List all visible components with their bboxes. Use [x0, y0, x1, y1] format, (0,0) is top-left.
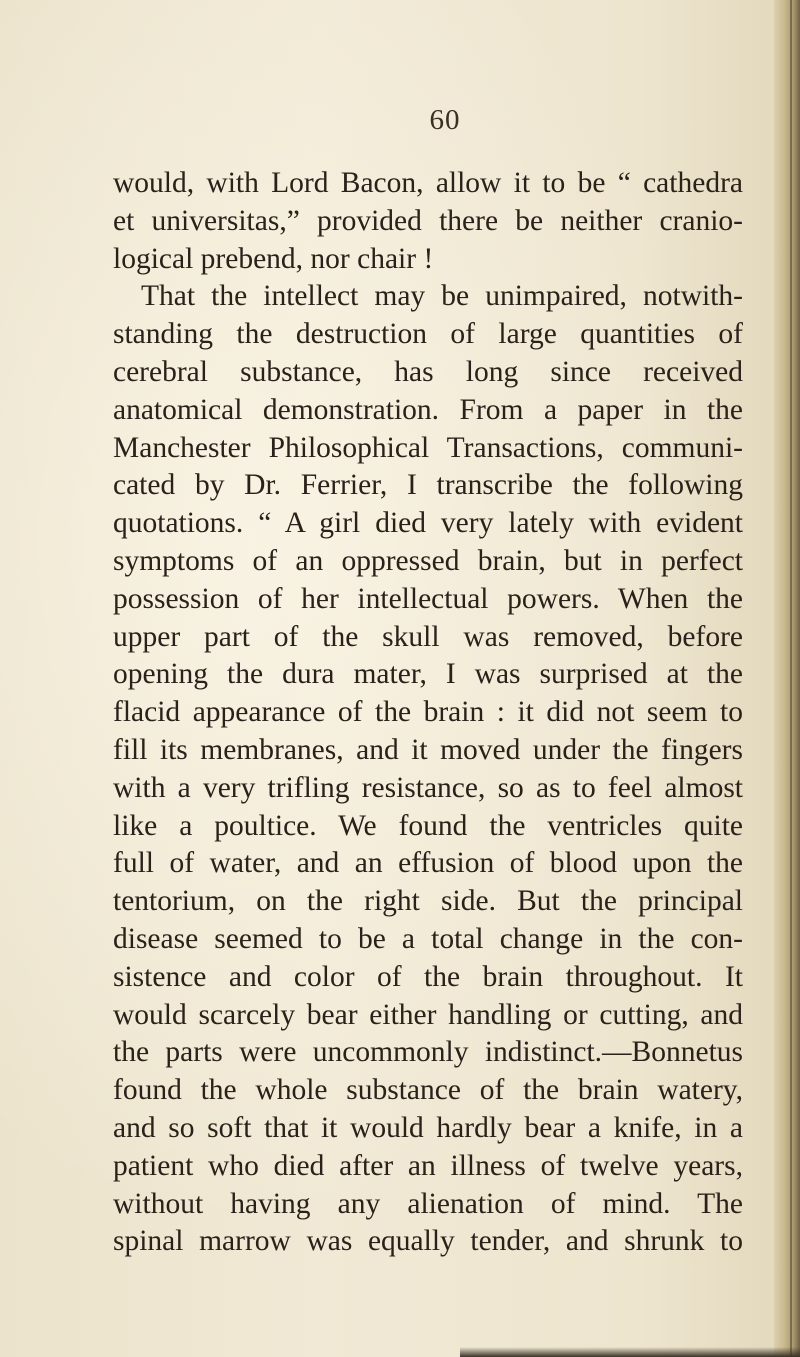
bottom-shadow: [460, 1347, 800, 1357]
text-line: like a poultice. We found the ventricles quite: [113, 809, 743, 842]
text-line: would, with Lord Bacon, allow it to be “ cathedra: [113, 167, 743, 199]
text-line: disease seemed to be a total change in the con-: [113, 922, 743, 955]
text-line: quotations. “ A girl died very lately with evident: [113, 507, 743, 540]
text-line: the parts were uncommonly indistinct.—Bonnetus: [113, 1036, 743, 1069]
text-line: symptoms of an oppressed brain, but in perfect: [113, 544, 743, 577]
body-text: [113, 165, 743, 1261]
text-line: et universitas,” provided there be neither cranio-: [113, 204, 743, 237]
text-line: upper part of the skull was removed, before: [113, 620, 743, 653]
text-line: opening the dura mater, I was surprised at the: [113, 658, 743, 691]
text-line: spinal marrow was equally tender, and shrunk to: [113, 1225, 743, 1258]
binding-line: [790, 0, 792, 1357]
text-line: That the intellect may be unimpaired, notwith-: [141, 280, 743, 313]
text-line: with a very trifling resistance, so as to feel almost: [113, 771, 743, 804]
text-line: tentorium, on the right side. But the principal: [113, 885, 743, 918]
text-line: found the whole substance of the brain watery,: [113, 1074, 743, 1107]
text-line: logical prebend, nor chair !: [113, 242, 434, 275]
text-line: standing the destruction of large quantities of: [113, 318, 743, 351]
text-line: cerebral substance, has long since received: [113, 355, 743, 388]
text-line: patient who died after an illness of twelve years,: [113, 1149, 743, 1182]
page-number: 60: [429, 104, 461, 136]
text-line: would scarcely bear either handling or cutting, and: [113, 998, 743, 1031]
text-line: sistence and color of the brain throughout. It: [113, 960, 743, 993]
text-line: flacid appearance of the brain : it did not seem to: [113, 696, 743, 729]
text-line: cated by Dr. Ferrier, I transcribe the following: [113, 469, 743, 502]
text-line: possession of her intellectual powers. When the: [113, 582, 743, 615]
text-line: Manchester Philosophical Transactions, communi-: [113, 431, 743, 464]
text-line: and so soft that it would hardly bear a knife, in a: [113, 1111, 743, 1144]
text-line: full of water, and an effusion of blood upon the: [113, 847, 743, 880]
text-line: without having any alienation of mind. The: [113, 1187, 743, 1220]
text-line: fill its membranes, and it moved under the fingers: [113, 733, 743, 766]
page-edge: [774, 0, 800, 1357]
text-line: anatomical demonstration. From a paper in the: [113, 393, 743, 426]
